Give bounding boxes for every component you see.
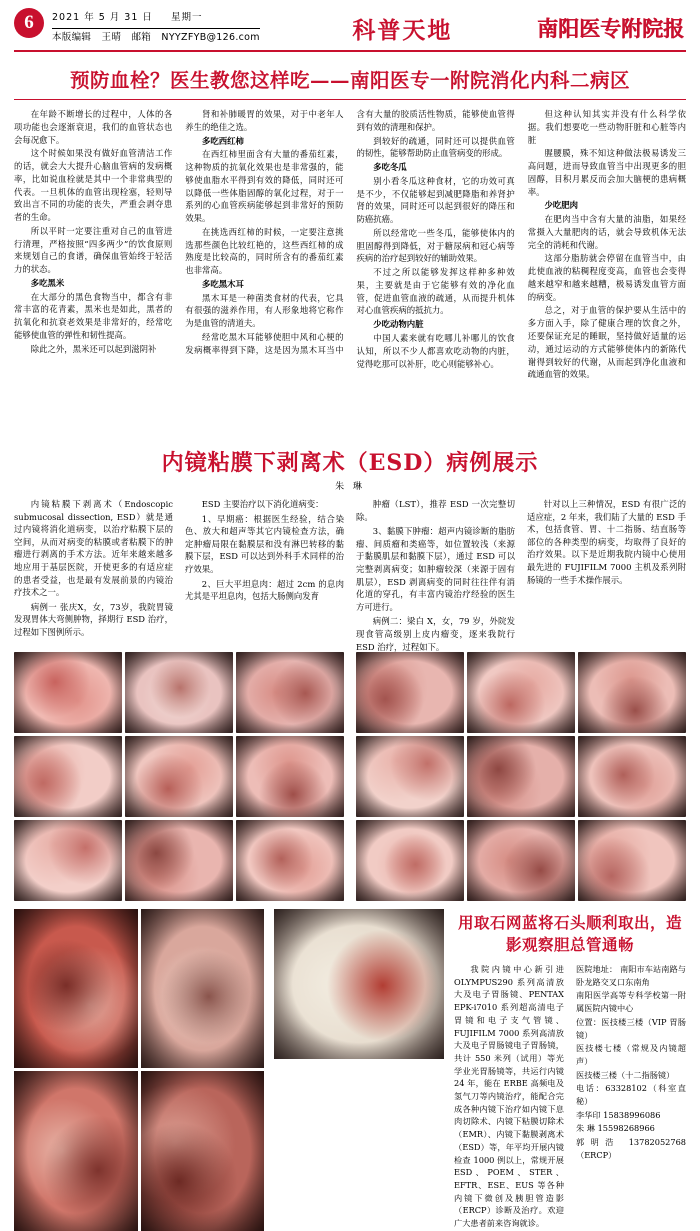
article1-paragraph: 经常吃黑木耳能够使胆中风和心梗的发病概率得到下降，这是因为黑木耳当中含有大量的胶质活性物质，能够使血管得到有效的清理和保护。 <box>185 109 515 355</box>
article3-contact-line: 电话：63328102（科室直秘） <box>576 1083 686 1107</box>
article1-paragraph: 别小看冬瓜这种食材，它的功效可真是不少，不仅能够起到减肥降脂和养肾护肾的效果，同时还可以起到很好的降压和防癌抗癌。 <box>356 175 515 225</box>
editor-name: 王晴 <box>101 31 122 43</box>
date-block <box>52 6 268 50</box>
bottom-section <box>14 909 686 1231</box>
article1-headline: 预防血栓？医生教您这样吃——南阳医专一附院消化内科二病区 <box>69 69 630 92</box>
article1-paragraph: 到较好的疏通，同时还可以提供血管的韧性，能够帮助防止血管病变的形成。 <box>356 135 515 159</box>
resected-specimen-wrap <box>274 909 444 1231</box>
article1-paragraph: 但这种认知其实并没有什么科学依据。我们想要吃一些动物肝脏和心脏等内脏 <box>527 109 686 145</box>
article2-column <box>527 498 686 648</box>
article2-paragraph: 1、早期癌：根据医生经验，结合染色、放大和超声等其它内镜检查方法，确定肿瘤局限在黏膜层和没有淋巴转移的黏膜下层，ESD 可以达到外科手术同样的治疗效果。 <box>185 513 344 575</box>
article1-paragraph: 中国人素来就有吃哪儿补哪儿的饮食认知，所以不少人都喜欢吃动物的内脏，觉得吃那可以补肝，吃心则能够补心。 <box>356 333 515 369</box>
article1-subhead: 多吃冬瓜 <box>373 162 407 173</box>
endoscopy-image-17 <box>467 820 575 901</box>
mail-address: NYYZFYB@126.com <box>161 31 260 43</box>
endoscopy-image-8 <box>125 820 233 901</box>
article2-column <box>14 498 173 648</box>
endoscopy-image-11 <box>467 652 575 733</box>
article1-subhead: 少吃动物内脏 <box>373 319 424 330</box>
editor-label: 本版编辑 <box>52 31 92 43</box>
endoscopy-image-15 <box>578 736 686 817</box>
specimen-image-2 <box>141 909 265 1068</box>
endoscopy-image-1 <box>14 652 122 733</box>
endoscopy-image-9 <box>236 820 344 901</box>
endoscopy-image-5 <box>125 736 233 817</box>
publication-date: 2021 年 5 月 31 日 <box>52 11 153 23</box>
editor-line <box>52 29 260 46</box>
endoscopy-grid-right <box>356 652 686 901</box>
article3-contact-line: 朱 琳 15598268966 <box>576 1123 655 1134</box>
article2-paragraph: 肿瘤（LST），推荐 ESD 一次完整切除。 <box>356 499 515 522</box>
article2-headline: 内镜粘膜下剥离术（ESD）病例展示 <box>161 450 539 476</box>
article1-paragraph: 总之，对于血管的保护要从生活中的多方面入手，除了健康合理的饮食之外，还要保证充足的睡眠，坚持做好适量的运动，通过运动的方式能够使体内的新陈代谢得到较好的代谢，从而起到净化血液和疏通血管的效果。 <box>527 305 686 380</box>
section-title: 科普天地 <box>352 16 453 44</box>
endoscopy-image-13 <box>356 736 464 817</box>
specimen-image-4 <box>141 1071 265 1230</box>
article2-paragraph: ESD 主要治疗以下消化道病变： <box>201 499 324 509</box>
article1-paragraph: 除此之外，黑米还可以起到滋阴补 <box>30 343 157 354</box>
article2-paragraph: 针对以上三种情况，ESD 有很广泛的适应症，2 年来，我们陆了大量的 ESD 手术，包括食管、胃、十二指肠、结直肠等部位的各种类型的病变，均取得了良好的治疗效果。以下是近期我院内镜中心使用最先进的 FUJIFILM 7000 主机及系列附肠镜的一些手术操作展示。 <box>527 499 686 585</box>
contact-columns <box>454 963 686 1231</box>
page-number-badge: 6 <box>14 8 44 38</box>
article2-paragraph: 2、巨大平坦息肉：超过 2cm 的息肉尤其是平坦息肉，包括大肠侧向发育 <box>185 578 344 602</box>
article2-column <box>185 498 344 648</box>
specimen-image-3 <box>14 1071 138 1230</box>
endoscopy-grid-left <box>14 652 344 901</box>
article1-paragraph: 在挑选西红柿的时候，一定要注意挑选那些颜色比较红艳的，这些西红柿的成熟度是比较高的，同时所含有的番茄红素也非常高。 <box>185 226 344 276</box>
article3-contact-line: 医院地址： 南阳市车站南路与卧龙路交叉口东南角 <box>576 964 686 987</box>
endoscopy-image-7 <box>14 820 122 901</box>
endoscopy-image-3 <box>236 652 344 733</box>
article2-column <box>356 498 515 652</box>
endoscopy-image-14 <box>467 736 575 817</box>
article2-paragraph: 3、黏膜下肿瘤：超声内镜诊断的脂肪瘤、间质瘤和类癌等，如位置较浅（来源于黏膜肌层和黏膜下层），通过 ESD 可以完整剥离病变；如肿瘤较深（来源于固有肌层），ESD 剥离病变的同时往往伴有消化道的穿孔，有丰富内镜治疗经验的医生方可进行。 <box>356 526 515 612</box>
article3-contact-line: 位置：医技楼三楼（VIP 胃肠镜） <box>576 1016 686 1040</box>
endoscopy-image-6 <box>236 736 344 817</box>
article3-paragraph: 我院内镜中心新引进 OLYMPUS290 系列高清放大及电子胃肠镜、PENTAX EPK-i7010 系列超高清电子胃镜和电子支气管镜、FUJIFILM 7000 系列高清放大及电子胃肠镜电子胃肠镜，共计 550 米列（试用）等光学业光胃肠镜等，共运行内镜 24 年，能在 ERBE 高频电及氢气刀等内镜治疗，能配合完成各种内镜下治疗如内镜下息肉切除术、内镜下粘膜切除术（EMR）、内镜下黏膜剥离术（ESD）等，年平均开展内镜检查 1000 例以上，常规开展 ESD、POEM、STER、EFTR、ESE、EUS 等各种内镜下微创及胰胆管造影（ERCP）诊断及治疗。欢迎广大患者前来咨询就诊。 <box>454 964 564 1229</box>
masthead <box>14 6 686 52</box>
endoscopy-image-2 <box>125 652 233 733</box>
resected-specimen-image <box>274 909 444 1059</box>
article3-contact-line: 医技楼七楼（常规及内镜超声） <box>576 1043 686 1066</box>
article3-contact-line: 李华印 15838996086 <box>576 1109 661 1120</box>
contact-block <box>454 909 686 1231</box>
article1-paragraph: 在大部分的黑色食物当中，都含有非常丰富的花青素，黑米也是如此，黑者的抗氧化和抗衰老效果是非常好的，经常吃能够使血管的弹性和韧性提高。 <box>14 291 173 341</box>
endoscopy-image-10 <box>356 652 464 733</box>
endoscopy-center-description <box>454 963 564 1231</box>
endoscopy-image-grids <box>14 652 686 901</box>
article1-paragraph: 这个时候如果没有做好血管清洁工作的话，就会大大提升心脑血管病的发病概率，比如说血栓就是其中一个非常典型的代表。一旦机体的血管出现栓塞，轻则导致出言不同的功能的丧失，严重会剥夺患者的生命。 <box>14 148 173 223</box>
article1-paragraph: 所以平时一定要注重对自己的血管进行清理，严格按照“四多两少”的饮食原则来规划自己的食谱，确保血管始终于轻活力的状态。 <box>14 225 173 275</box>
article1-paragraph: 所以经常吃一些冬瓜，能够使体内的胆固醇得到降低，对于糖尿病和冠心病等疾病的治疗起到较好的辅助效果。 <box>356 227 515 264</box>
date-line <box>52 11 260 29</box>
article2-byline: 朱 琳 <box>335 482 365 492</box>
article3-contact-line: 医技楼三楼（十二指肠镜） <box>576 1069 675 1080</box>
article1-paragraph: 在肥肉当中含有大量的油脂，如果经常摄入大量肥肉的话，就会导致机体无法完全的消耗和代谢。 <box>527 214 686 250</box>
mail-label: 邮箱 <box>131 31 152 43</box>
article1-paragraph: 这部分脂肪就会停留在血管当中，由此使血液的粘稠程度变高，血管也会变得越来越窄和越来越糟，极易诱发血管方面的病变。 <box>527 253 686 302</box>
article1-subhead: 多吃西红柿 <box>202 135 244 146</box>
article3-headline: 用取石网蓝将石头顺利取出，造影观察胆总管通畅 <box>457 913 682 954</box>
article1-subhead: 少吃肥肉 <box>544 200 579 211</box>
endoscopy-image-4 <box>14 736 122 817</box>
article1-paragraph: 黑木耳是一种菌类食材的代表，它具有很强的滋养作用，有人形象地将它称作为是血管的清道夫。 <box>185 292 344 329</box>
article2-body <box>14 498 686 652</box>
article1-subhead: 多吃黑米 <box>30 277 65 288</box>
newspaper-page <box>0 6 700 1229</box>
article1-paragraph: 腥腰膜，殊不知这种做法极易诱发三高问题，进而导致血管当中出现更多的胆固醇，目积月累反而会加大脑梗的患病概率。 <box>527 148 686 197</box>
article2-paragraph: 内镜粘膜下剥离术（Endoscopic submucosal dissection, ESD）就是通过内镜将消化道病变，以治疗粘膜下层的空间，从而对病变的粘膜或者粘膜下的肿瘤进行剥离的手术方法。近年来越来越多地应用于基层医院，开使更多的有适应症的患者受益，也是最有发展前景的内镜治疗技术之一。 <box>14 499 173 598</box>
article3-contact-line: 郭明浩 13782052768（ERCP） <box>576 1137 686 1160</box>
article3-contact-line: 南阳医学高等专科学校第一附属医院内镜中心 <box>576 990 686 1014</box>
masthead-center <box>268 6 537 50</box>
specimen-image-1 <box>14 909 138 1068</box>
article1-paragraph: 在年龄不断增长的过程中，人体的各项功能也会逐渐衰退，我们的血管状态也会每况愈下。 <box>14 109 173 145</box>
article2-paragraph: 病例二：梁白 X，女，79 岁，外院发现食管高级别上皮内瘤变，逐来我院行 ESD 治疗，过程如下。 <box>356 616 515 652</box>
article1-paragraph: 不过之所以能够发挥这样种多种效果，主要就是由于它能够有效的净化血管，促进血管血液的疏通，从而提升机体对心血管疾病的抵抗力。 <box>356 267 515 316</box>
endoscopy-image-12 <box>578 652 686 733</box>
endoscopy-image-16 <box>356 820 464 901</box>
endoscopy-image-18 <box>578 820 686 901</box>
paper-name: 南阳医专附院报 <box>537 16 684 41</box>
article1-subhead: 多吃黑木耳 <box>202 278 244 289</box>
article1-paragraph: 肾和补肺暖胃的效果，对于中老年人养生的绝佳之选。 <box>185 109 344 132</box>
divider-rule <box>14 99 686 100</box>
specimen-image-grid <box>14 909 264 1231</box>
weekday: 星期一 <box>170 11 203 23</box>
article1-body <box>14 108 686 438</box>
article1-paragraph: 在西红柿里面含有大量的番茄红素，这种物质的抗氧化效果也是非常强的，能够使血脂水平得到有效的降低，同时还可以降低一些体脂固醇的氧化过程，对于一系列的心血管疾病能够起到非常好的预防效果。 <box>185 149 344 224</box>
address-and-phones <box>576 963 686 1231</box>
article2-paragraph: 病例一 张庆X，女，73岁，我院胃镜发现胃体大弯侧肿物，择期行 ESD 治疗，过程如下图例所示。 <box>14 601 173 638</box>
